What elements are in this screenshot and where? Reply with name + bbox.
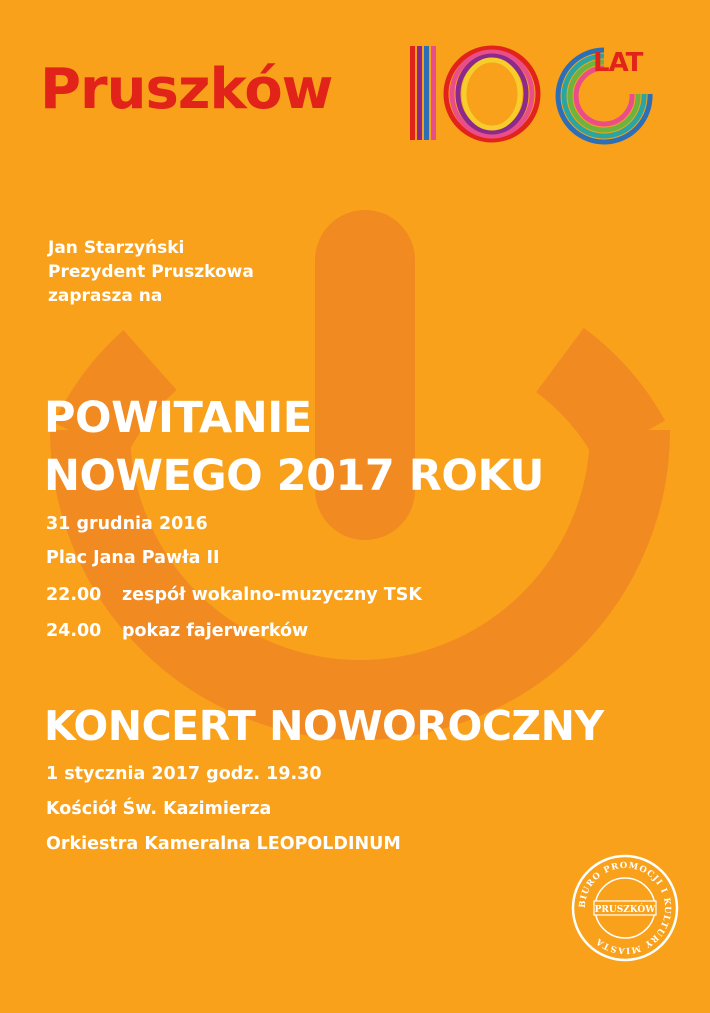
event2-place: Kościół Św. Kazimierza bbox=[46, 799, 272, 819]
intro-invites: zaprasza na bbox=[48, 286, 163, 306]
program-time: 24.00 bbox=[46, 621, 102, 641]
event1-program-item bbox=[46, 584, 422, 606]
event2-date: 1 stycznia 2017 godz. 19.30 bbox=[46, 764, 322, 784]
event1-title-line1: POWITANIE bbox=[44, 393, 312, 443]
pruszkow-logo: Pruszków bbox=[40, 57, 333, 122]
intro-block bbox=[48, 236, 254, 308]
event1-title-line2: NOWEGO 2017 ROKU bbox=[44, 451, 544, 501]
event2-title: KONCERT NOWOROCZNY bbox=[44, 702, 604, 750]
intro-position: Prezydent Pruszkowa bbox=[48, 262, 254, 282]
event2-performer: Orkiestra Kameralna LEOPOLDINUM bbox=[46, 834, 401, 854]
stamp-center-text: PRUSZKÓW bbox=[594, 905, 656, 915]
event1-place: Plac Jana Pawła II bbox=[46, 548, 220, 568]
lata-label: LAT bbox=[593, 48, 643, 78]
program-desc: zespół wokalno-muzyczny TSK bbox=[122, 585, 422, 605]
program-desc: pokaz fajerwerków bbox=[122, 621, 309, 641]
stamp-ring-text: BIURO PROMOCJI I KULTURY MIASTA bbox=[577, 860, 673, 956]
stamp-logo bbox=[570, 853, 680, 963]
event1-program-item bbox=[46, 620, 308, 642]
intro-name: Jan Starzyński bbox=[48, 238, 185, 258]
event1-date: 31 grudnia 2016 bbox=[46, 514, 208, 534]
program-time: 22.00 bbox=[46, 585, 102, 605]
